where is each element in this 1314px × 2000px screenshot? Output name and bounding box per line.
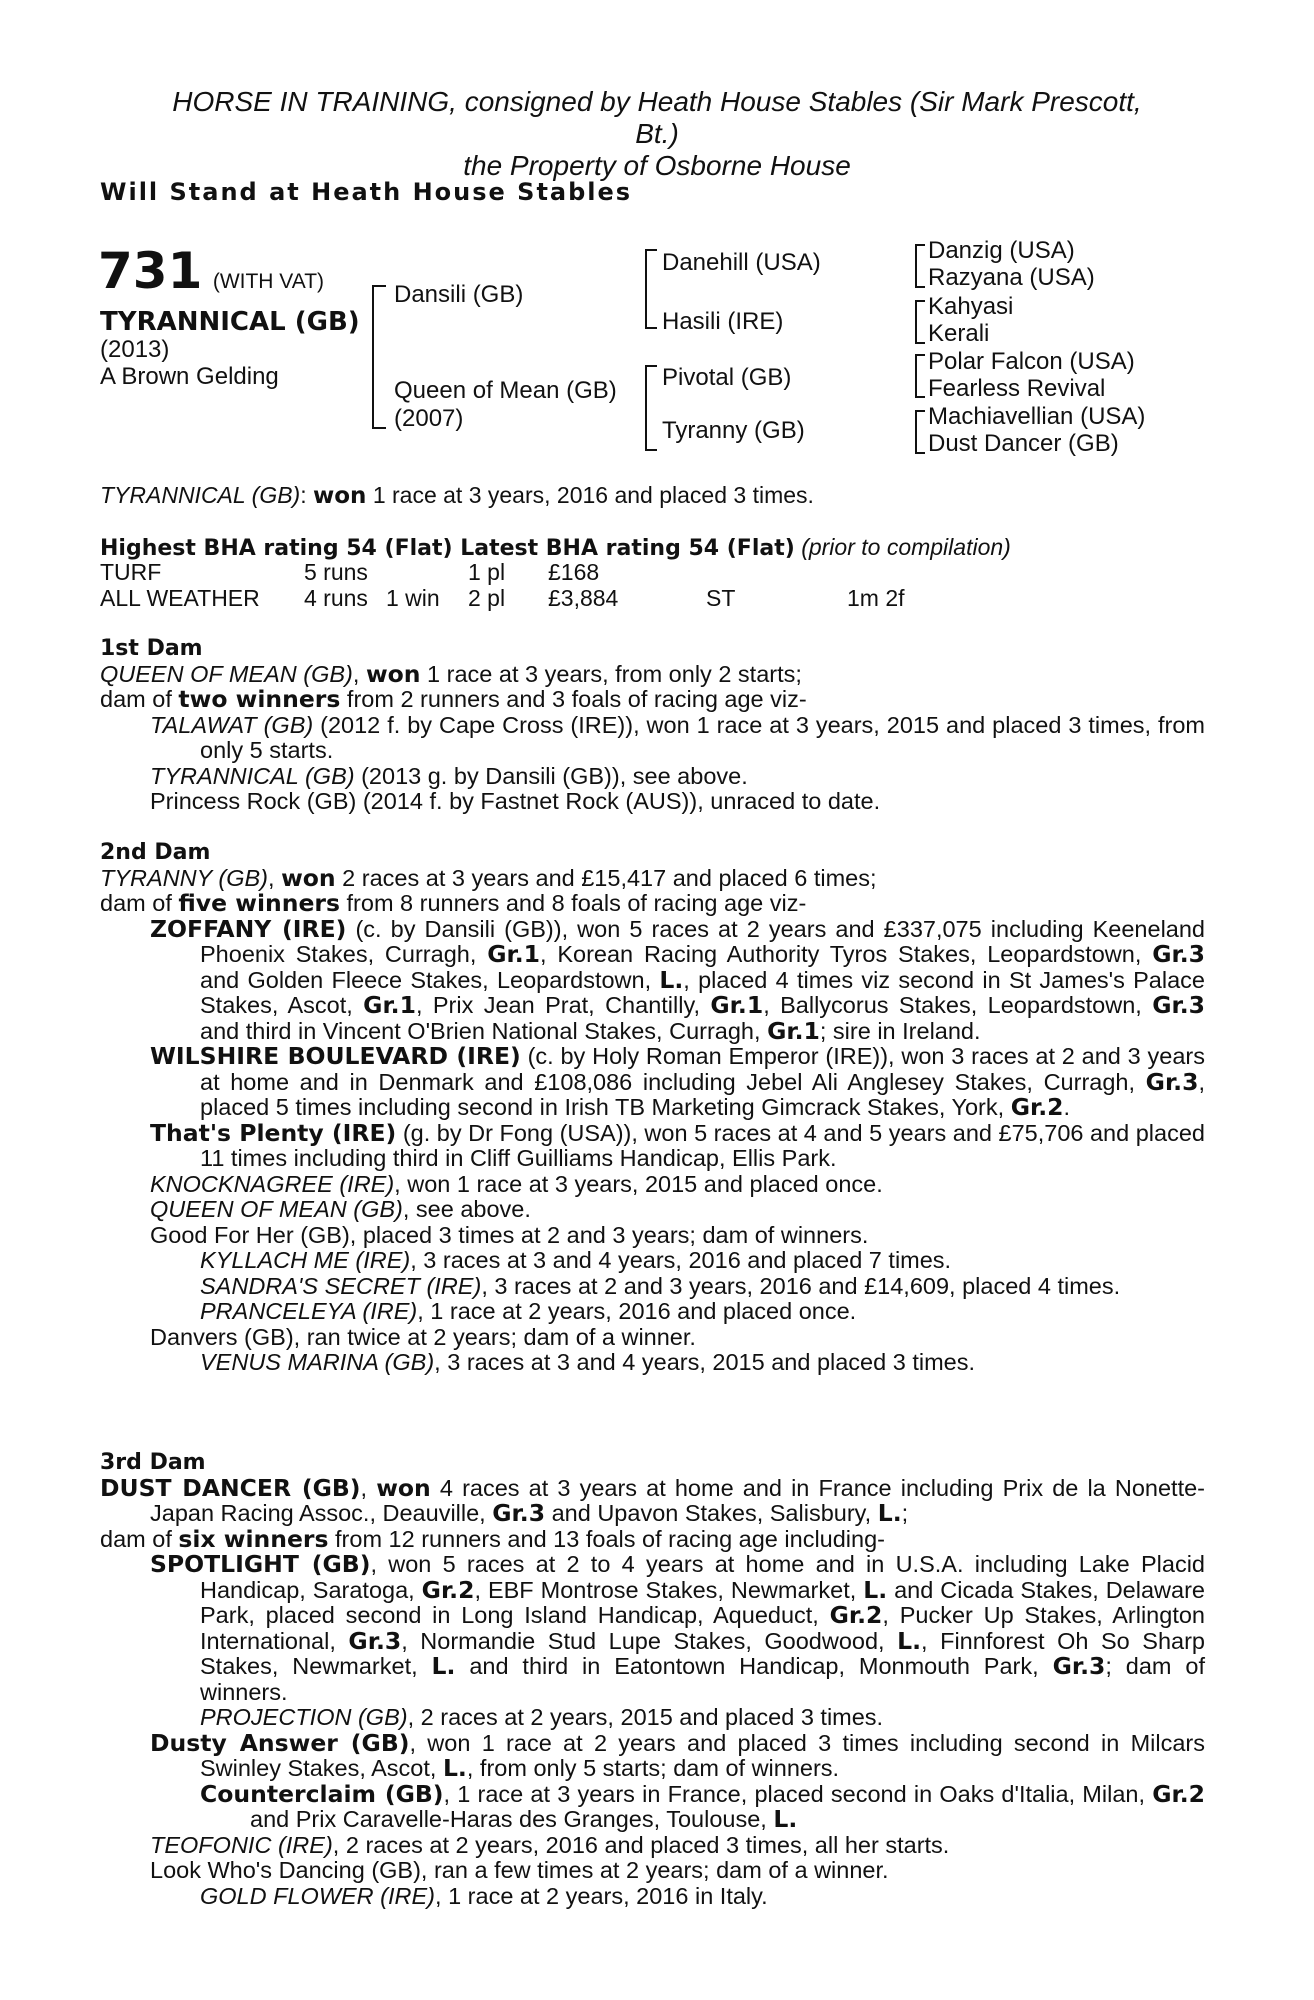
foal-entry: Good For Her (GB), placed 3 times at 2 and 3 years; dam of winners. [150, 1221, 869, 1248]
page-title-line1: HORSE IN TRAINING, consigned by Heath House Stables (Sir Mark Prescott, [172, 86, 1142, 117]
foal-text: , Ballycorus Stakes, Leopardstown, [763, 992, 1153, 1018]
second-dam-section [100, 840, 1205, 1376]
foal-text: , 3 races at 2 and 3 years, 2016 and £14,609, placed 4 times. [481, 1272, 1121, 1299]
foal-name: VENUS MARINA (GB) [200, 1349, 435, 1375]
foal-name: KYLLACH ME (IRE) [200, 1247, 411, 1273]
pedigree-brace-main [372, 285, 386, 429]
grade: L. [897, 1626, 922, 1655]
grand-foal-entry [100, 1705, 1205, 1731]
grand-foal-entry-counterclaim [100, 1779, 1205, 1833]
record-money: £3,884 [548, 585, 619, 611]
produce-count: two winners [178, 685, 341, 713]
foal-text: , placed 4 times viz second in St James's Palace Stakes, Ascot, [200, 966, 1205, 1018]
race-summary: TYRANNICAL (GB): won 1 race at 3 years, 2016 and placed 3 times. [100, 482, 814, 509]
grade: L. [773, 1805, 798, 1833]
pedigree-brace-dam [645, 365, 657, 451]
stand-heading: Will Stand at Heath House Stables [100, 178, 633, 206]
foal-text: , Normandie Stud Lupe Stakes, Goodwood, [401, 1627, 898, 1654]
foal-text: , Korean Racing Authority Tyros Stakes, Leopardstown, [540, 941, 1153, 967]
foal-text: , EBF Montrose Stakes, Newmarket, [474, 1576, 864, 1603]
pedigree-ddd: Dust Dancer (GB) [928, 430, 1119, 457]
third-dam-name: DUST DANCER (GB) [100, 1473, 361, 1502]
first-dam-won: won [365, 659, 421, 688]
foal-text: ; dam of winners. [200, 1653, 1206, 1705]
foal-name: PROJECTION (GB) [200, 1704, 408, 1730]
foal-entry [100, 1197, 1205, 1223]
grade: Gr.3 [1145, 1067, 1199, 1096]
third-dam-text: ; [901, 1500, 909, 1526]
foal-text: ; sire in Ireland. [819, 1017, 981, 1044]
grand-foal-entry [100, 1884, 1205, 1910]
pedigree-sss: Danzig (USA) [928, 237, 1075, 264]
vat-note: (WITH VAT) [212, 270, 325, 293]
record-placed: 2 pl [468, 585, 506, 611]
summary-won: won [313, 483, 367, 509]
foal-entry-zoffany [100, 914, 1206, 1045]
grade: Gr.1 [767, 1016, 820, 1045]
third-dam-produce [100, 1524, 1205, 1553]
grade: L. [877, 1499, 902, 1527]
record-surface: TURF [100, 559, 162, 585]
third-dam-text: and Upavon Stakes, Salisbury, [545, 1500, 878, 1526]
record-wins: 1 win [386, 585, 440, 611]
foal-entry-spotlight [100, 1552, 1205, 1705]
second-dam-won: won [281, 863, 336, 892]
foal-text: (g. by Dr Fong (USA)), won 5 races at 4 and 5 years and £75,706 and placed 11 times including third in Cliff Guilliams Handicap, Ellis Park. [200, 1119, 1205, 1171]
pedigree-dsd: Fearless Revival [928, 375, 1106, 402]
record-runs: 5 runs [304, 559, 368, 585]
grade: Gr.2 [1010, 1093, 1064, 1121]
foal-text: , see above. [402, 1196, 531, 1222]
record-runs: 4 runs [304, 585, 368, 611]
first-dam-produce [100, 687, 1205, 713]
page-title-line3: the Property of Osborne House [463, 150, 851, 181]
grand-foal-entry [100, 1350, 1205, 1376]
foal-text: , won 1 race at 2 years and placed 3 times including second in Milcars Swinley Stakes, Ascot, [200, 1729, 1205, 1781]
grade: L. [442, 1754, 467, 1782]
foal-text: , won 5 races at 2 to 4 years at home and in U.S.A. including Lake Placid Handicap, Saratoga, [200, 1551, 1205, 1603]
first-dam-name: QUEEN OF MEAN (GB) [100, 660, 353, 687]
grand-foal-entry [100, 1248, 1205, 1274]
first-dam-heading: 1st Dam [100, 636, 203, 661]
record-distance: 1m 2f [847, 585, 905, 611]
lot-number-row [98, 242, 325, 300]
foal-name: PRANCELEYA (IRE) [200, 1298, 418, 1324]
foal-name: WILSHIRE BOULEVARD (IRE) [150, 1042, 521, 1070]
foal-name: TYRANNICAL (GB) [150, 762, 355, 789]
foal-text: and Golden Fleece Stakes, Leopardstown, [200, 966, 660, 993]
lot-number: 731 [98, 242, 203, 300]
foal-text: (c. by Holy Roman Emperor (IRE)), won 3 races at 2 and 3 years at home and in Denmark and £108,086 including Jebel Ali Anglesey Stakes, Curragh, [200, 1043, 1205, 1095]
foal-text: , Pucker Up Stakes, Arlington International, [200, 1602, 1205, 1654]
grade: Gr.3 [1052, 1652, 1106, 1680]
foal-text: , won 1 race at 3 years, 2015 and placed once. [394, 1170, 883, 1197]
grade: Gr.1 [363, 991, 416, 1019]
foal-name: Counterclaim (GB) [200, 1779, 444, 1808]
produce-a: dam of [100, 686, 179, 712]
foal-text: (2014 f. by Fastnet Rock (AUS)), unraced to date. [356, 788, 881, 814]
second-dam-line: TYRANNY (GB), won 2 races at 3 years and £15,417 and placed 6 times; [100, 863, 877, 892]
foal-entry: Look Who's Dancing (GB), ran a few times at 2 years; dam of a winner. [150, 1857, 889, 1883]
foal-text: , 3 races at 3 and 4 years, 2015 and placed 3 times. [434, 1349, 975, 1375]
foal-entry [100, 1172, 1205, 1198]
horse-description: A Brown Gelding [100, 363, 279, 390]
pedigree-brace-sire [645, 249, 657, 329]
foal-text: and Cicada Stakes, Delaware Park, placed second in Long Island Handicap, Aqueduct, [200, 1576, 1205, 1628]
first-dam-section [100, 636, 1205, 815]
foal-text: (2013 g. by Dansili (GB)), see above. [354, 762, 748, 789]
grade: L. [431, 1652, 456, 1680]
pedigree-dam-sire: Pivotal (GB) [662, 364, 792, 391]
grade: Gr.3 [348, 1626, 402, 1655]
grand-foal-entry [100, 1299, 1205, 1325]
pedigree-dam-year: (2007) [394, 405, 464, 432]
pedigree-brace-g4 [915, 410, 925, 454]
foal-text: , 1 race at 2 years, 2016 in Italy. [435, 1882, 768, 1909]
pedigree-dds: Machiavellian (USA) [928, 403, 1146, 430]
grade: L. [863, 1575, 888, 1604]
second-dam-text: 2 races at 3 years and £15,417 and placed 6 times; [335, 864, 877, 891]
pedigree-brace-g2 [915, 300, 925, 344]
foal-entry-plenty [100, 1118, 1205, 1172]
second-dam-produce [100, 891, 1205, 917]
grade: Gr.3 [492, 1499, 546, 1527]
foal-name: SPOTLIGHT (GB) [150, 1550, 371, 1578]
foal-name: QUEEN OF MEAN (GB) [150, 1196, 403, 1222]
first-dam-text: 1 race at 3 years, from only 2 starts; [420, 660, 802, 687]
foal-text: , 1 race at 2 years, 2016 and placed once. [417, 1298, 857, 1324]
pedigree-sds: Kahyasi [928, 293, 1014, 320]
second-dam-heading: 2nd Dam [100, 840, 211, 865]
pedigree-dam-dam: Tyranny (GB) [662, 417, 805, 444]
pedigree-brace-g3 [915, 354, 925, 398]
foal-text: , 1 race at 3 years in France, placed second in Oaks d'Italia, Milan, [443, 1780, 1153, 1807]
produce-a: dam of [100, 1525, 179, 1552]
foal-entry: Danvers (GB), ran twice at 2 years; dam of a winner. [150, 1323, 696, 1350]
horse-year: (2013) [100, 336, 170, 363]
grand-foal-entry [100, 1274, 1205, 1300]
produce-a: dam of [100, 890, 179, 916]
foal-text: , 2 races at 2 years, 2015 and placed 3 times. [407, 1704, 884, 1730]
foal-text: , 2 races at 2 years, 2016 and placed 3 times, all her starts. [332, 1831, 950, 1858]
pedigree-brace-g1 [915, 244, 925, 288]
produce-c: from 8 runners and 8 foals of racing age viz- [339, 890, 807, 916]
pedigree-sire-dam: Hasili (IRE) [662, 308, 784, 335]
produce-count: six winners [178, 1524, 329, 1553]
foal-text: (c. by Dansili (GB)), won 5 races at 2 years and £337,075 including Keeneland Phoenix Stakes, Curragh, [200, 915, 1205, 967]
second-dam-name: TYRANNY (GB) [100, 864, 268, 891]
record-going: ST [706, 585, 736, 611]
foal-text: , 3 races at 3 and 4 years, 2016 and placed 7 times. [410, 1247, 952, 1273]
summary-text: 1 race at 3 years, 2016 and placed 3 times. [366, 482, 814, 508]
rating-label: Highest BHA rating 54 (Flat) Latest BHA rating 54 (Flat) [100, 536, 795, 561]
grade: Gr.1 [487, 940, 540, 968]
foal-entry-dusty [100, 1728, 1205, 1782]
foal-text: , Prix Jean Prat, Chantilly, [415, 992, 711, 1018]
third-dam-text: 4 races at 3 years at home and in France including Prix de la Nonette-Japan Racing Assoc., Deauville, [150, 1474, 1206, 1526]
grade: Gr.1 [710, 991, 764, 1019]
foal-name: SANDRA'S SECRET (IRE) [200, 1272, 482, 1299]
pedigree-dam: Queen of Mean (GB) [394, 377, 617, 404]
foal-entry [100, 764, 1205, 790]
grade: Gr.2 [421, 1575, 475, 1604]
foal-text: . [1063, 1094, 1071, 1120]
foal-name: Dusty Answer (GB) [150, 1728, 410, 1757]
summary-horse: TYRANNICAL (GB) [100, 482, 301, 508]
foal-entry [100, 789, 1205, 815]
third-dam-heading: 3rd Dam [100, 1450, 206, 1475]
record-surface: ALL WEATHER [100, 585, 260, 611]
page-title-line2: Bt.) [635, 118, 679, 149]
foal-name: Princess Rock (GB) [150, 788, 357, 814]
first-dam-line: QUEEN OF MEAN (GB), won 1 race at 3 years, from only 2 starts; [100, 659, 802, 688]
grade: L. [659, 965, 684, 994]
foal-name: TALAWAT (GB) [150, 711, 314, 738]
grade: Gr.3 [1152, 991, 1206, 1019]
grade: Gr.2 [1152, 1779, 1205, 1808]
foal-text: , placed 5 times including second in Irish TB Marketing Gimcrack Stakes, York, [200, 1068, 1205, 1120]
foal-text: and third in Vincent O'Brien National Stakes, Curragh, [200, 1017, 768, 1044]
produce-c: from 2 runners and 3 foals of racing age viz- [340, 686, 807, 712]
pedigree-sdd: Kerali [928, 320, 990, 347]
produce-c: from 12 runners and 13 foals of racing age including- [328, 1525, 885, 1552]
rating-line [100, 534, 1011, 562]
grade: Gr.3 [1152, 940, 1206, 968]
foal-name: KNOCKNAGREE (IRE) [150, 1170, 395, 1197]
record-money: £168 [548, 559, 600, 585]
rating-note: (prior to compilation) [801, 534, 1011, 560]
grand-foal-entry [100, 1833, 1205, 1859]
horse-name: TYRANNICAL (GB) [100, 307, 360, 337]
foal-text: (2012 f. by Cape Cross (IRE)), won 1 race at 3 years, 2015 and placed 3 times, from only 5 starts. [200, 711, 1205, 763]
pedigree-sire: Dansili (GB) [394, 281, 524, 308]
produce-count: five winners [178, 889, 340, 917]
foal-name: TEOFONIC (IRE) [150, 1831, 333, 1858]
foal-text: and third in Eatontown Handicap, Monmouth Park, [455, 1653, 1053, 1679]
pedigree-sire-sire: Danehill (USA) [662, 249, 821, 276]
third-dam-section [100, 1450, 1205, 1909]
foal-text: , from only 5 starts; dam of winners. [466, 1755, 840, 1781]
foal-entry-wilshire [100, 1044, 1205, 1121]
third-dam-won: won [376, 1473, 431, 1502]
pedigree-ssd: Razyana (USA) [928, 264, 1095, 291]
pedigree-dss: Polar Falcon (USA) [928, 348, 1135, 375]
record-placed: 1 pl [468, 559, 506, 585]
foal-name: ZOFFANY (IRE) [150, 914, 347, 943]
third-dam-line: DUST DANCER (GB), won 4 races at 3 years at home and in France including Prix de la Nonette-Japan Racing Assoc., Deauville, Gr.3 and Upavon Stakes, Salisbury, L.; [100, 1473, 1206, 1527]
foal-text: and Prix Caravelle-Haras des Granges, Toulouse, [250, 1806, 774, 1832]
foal-entry [100, 713, 1205, 764]
foal-name: That's Plenty (IRE) [150, 1118, 397, 1147]
foal-name: GOLD FLOWER (IRE) [200, 1882, 436, 1909]
foal-text: , Finnforest Oh So Sharp Stakes, Newmarket, [200, 1627, 1205, 1679]
grade: Gr.2 [829, 1601, 883, 1629]
